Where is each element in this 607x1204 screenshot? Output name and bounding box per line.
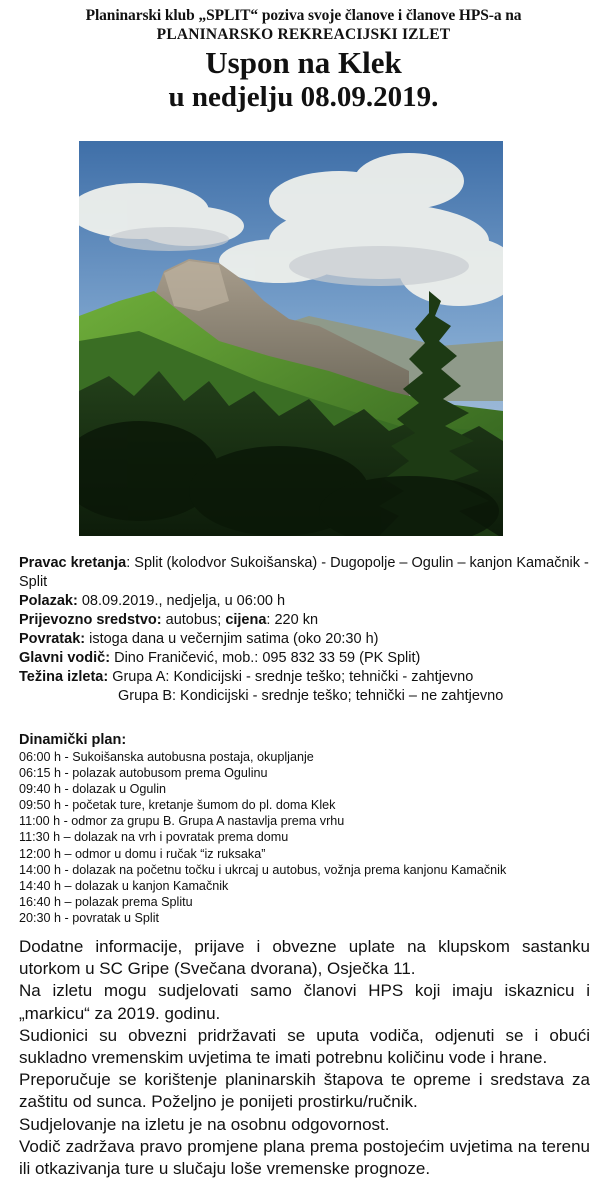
header <box>0 0 607 114</box>
schedule-item: 09:40 h - dolazak u Ogulin <box>19 782 167 797</box>
guide-row <box>19 649 589 668</box>
route-label: Pravac kretanja <box>19 555 127 571</box>
schedule <box>19 732 589 926</box>
transport-row <box>19 611 589 630</box>
transport-label: Prijevozno sredstvo: <box>19 612 162 628</box>
schedule-item: 09:50 h - početak ture, kretanje šumom do pl. doma Klek <box>19 798 336 813</box>
route-row <box>19 554 589 592</box>
schedule-title: Dinamički plan: <box>19 732 127 748</box>
schedule-item: 14:00 h - dolazak na početnu točku i ukrcaj u autobus, vožnja prema kanjonu Kamačnik <box>19 862 507 877</box>
group-b-row <box>19 687 589 706</box>
transport-value: autobus; <box>161 612 226 628</box>
group-a-difficulty: Grupa A: Kondicijski - srednje teško; tehnički - zahtjevno <box>108 669 474 685</box>
schedule-item: 12:00 h – odmor u domu i ručak “iz ruksaka” <box>19 846 266 861</box>
return-row <box>19 630 589 649</box>
schedule-item: 11:30 h – dolazak na vrh i povratak prema domu <box>19 830 289 845</box>
return-value: istoga dana u večernjim satima (oko 20:30 h) <box>85 631 379 647</box>
invitation-line: Planinarski klub „SPLIT“ poziva svoje članove i članove HPS-a na <box>85 7 522 24</box>
schedule-item: 14:40 h – dolazak u kanjon Kamačnik <box>19 878 229 893</box>
difficulty-row <box>19 668 589 687</box>
schedule-item: 20:30 h - povratak u Split <box>19 910 160 925</box>
info-paragraph: Dodatne informacije, prijave i obvezne uplate na klupskom sastanku utorkom u SC Gripe (Svečana dvorana), Osječka 11. <box>19 937 590 979</box>
price-label: cijena <box>225 612 267 628</box>
return-label: Povratak: <box>19 631 86 647</box>
schedule-item: 06:00 h - Sukoišanska autobusna postaja, okupljanje <box>19 750 314 764</box>
guide-value: Dino Franičević, mob.: 095 832 33 59 (PK Split) <box>110 650 421 666</box>
info-paragraph: Na izletu mogu sudjelovati samo članovi HPS koji imaju iskaznicu i „markicu“ za 2019. godinu. <box>19 981 590 1023</box>
info-paragraph: Vodič zadržava pravo promjene plana prema postojećim uvjetima na terenu ili otkazivanja ture u slučaju loše vremenske prognoze. <box>19 1136 590 1179</box>
schedule-item: 16:40 h – polazak prema Splitu <box>19 894 193 909</box>
departure-value: 08.09.2019., nedjelja, u 06:00 h <box>77 593 286 609</box>
schedule-item: 11:00 h - odmor za grupu B. Grupa A nastavlja prema vrhu <box>19 814 345 829</box>
departure-label: Polazak: <box>19 593 78 609</box>
schedule-item: 06:15 h - polazak autobusom prema Ogulinu <box>19 766 268 781</box>
price-value: : 220 kn <box>266 612 319 628</box>
info-paragraph: Preporučuje se korištenje planinarskih štapova te opreme i sredstava za zaštitu od sunca. Poželjno je ponijeti prostirku/ručnik. <box>19 1070 590 1112</box>
event-date: u nedjelju 08.09.2019. <box>168 81 439 113</box>
departure-row <box>19 592 589 611</box>
event-type: PLANINARSKO REKREACIJSKI IZLET <box>156 26 451 43</box>
group-b-difficulty: Grupa B: Kondicijski - srednje teško; tehnički – ne zahtjevno <box>118 688 504 704</box>
additional-info <box>19 936 590 1180</box>
event-title: Uspon na Klek <box>205 45 402 80</box>
info-paragraph: Sudjelovanje na izletu je na osobnu odgovornost. <box>19 1114 390 1134</box>
guide-label: Glavni vodič: <box>19 650 111 666</box>
info-paragraph: Sudionici su obvezni pridržavati se uputa vodiča, odjenuti se i obući sukladno vremenskim uvjetima te imati potrebnu količinu vode i hrane. <box>19 1025 590 1068</box>
trip-info <box>19 554 589 706</box>
difficulty-label: Težina izleta: <box>19 669 109 685</box>
klek-mountain-photo <box>79 141 503 536</box>
route-value: : Split (kolodvor Sukoišanska) - Dugopolje – Ogulin – kanjon Kamačnik - Split <box>19 555 589 590</box>
